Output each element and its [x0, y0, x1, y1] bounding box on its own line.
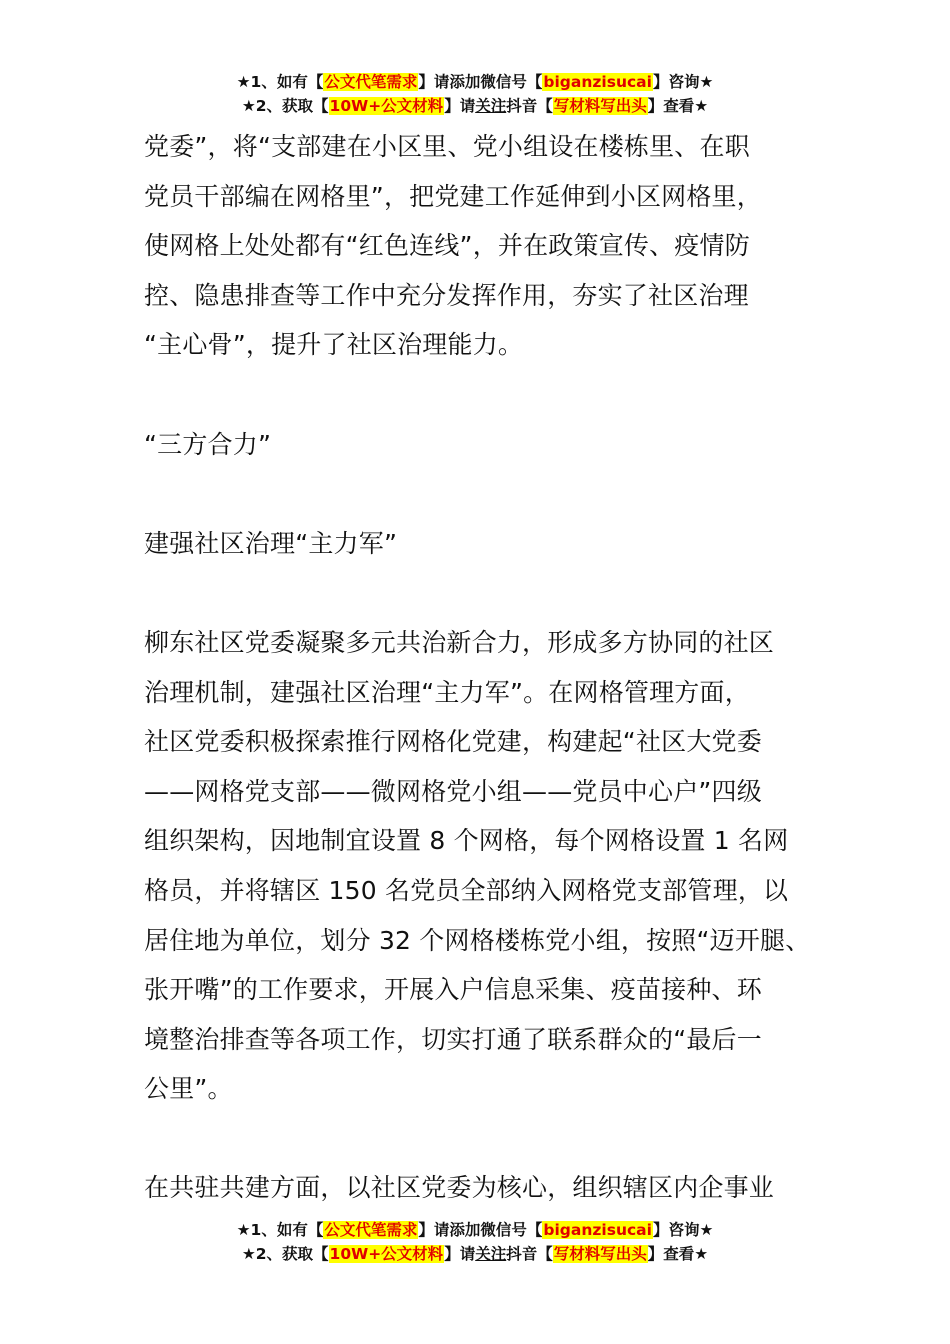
paragraph: [144, 618, 824, 1114]
text-line: 控、隐患排查等工作中充分发挥作用，夯实了社区治理: [144, 280, 749, 310]
banner-line-1: ★1、如有【公文代笔需求】请添加微信号【biganzisucai】咨询★: [236, 73, 714, 91]
text-line: 党员干部编在网格里”，把党建工作延伸到小区网格里，: [144, 181, 762, 211]
highlight-materials: 10W+公文材料: [329, 97, 444, 115]
text-line: 社区党委积极探索推行网格化党建，构建起“社区大党委: [144, 727, 762, 757]
text-line: 使网格上处处都有“红色连线”，并在政策宣传、疫情防: [144, 231, 750, 261]
banner-line-1: ★1、如有【公文代笔需求】请添加微信号【biganzisucai】咨询★: [236, 1221, 714, 1239]
paragraph: [144, 1163, 824, 1213]
highlight-wechat-id: biganzisucai: [543, 73, 652, 91]
text-line: 居住地为单位，划分 32 个网格楼栋党小组，按照“迈开腿、: [144, 925, 811, 955]
text-line: “三方合力”: [144, 429, 272, 459]
banner-line-2: ★2、获取【10W+公文材料】请关注抖音【写材料写出头】查看★: [241, 97, 709, 115]
text-line: 建强社区治理“主力军”: [144, 528, 398, 558]
highlight-douyin-account: 写材料写出头: [553, 97, 647, 115]
text-line: 治理机制，建强社区治理“主力军”。在网格管理方面，: [144, 677, 750, 707]
text-line: 在共驻共建方面，以社区党委为核心，组织辖区内企事业: [144, 1173, 775, 1203]
paragraph: [144, 122, 824, 370]
paragraph-spacer: [144, 469, 824, 519]
document-body: [144, 122, 824, 1213]
paragraph-spacer: [144, 1114, 824, 1164]
paragraph: [144, 519, 824, 569]
text-line: 党委”，将“支部建在小区里、党小组设在楼栋里、在职: [144, 132, 750, 161]
text-line: 公里”。: [144, 1074, 233, 1104]
text-line: 格员，并将辖区 150 名党员全部纳入网格党支部管理，以: [144, 875, 789, 905]
paragraph: [144, 420, 824, 470]
highlight-service: 公文代笔需求: [324, 1221, 418, 1239]
banner-line-2: ★2、获取【10W+公文材料】请关注抖音【写材料写出头】查看★: [241, 1245, 709, 1263]
text-line: 组织架构，因地制宜设置 8 个网格，每个网格设置 1 名网: [144, 826, 789, 856]
highlight-materials: 10W+公文材料: [329, 1245, 444, 1263]
paragraph-spacer: [144, 370, 824, 420]
text-line: “主心骨”，提升了社区治理能力。: [144, 330, 524, 360]
highlight-wechat-id: biganzisucai: [543, 1221, 652, 1239]
highlight-service: 公文代笔需求: [324, 73, 418, 91]
footer-banner: [0, 1218, 950, 1266]
text-line: 境整治排查等各项工作，切实打通了联系群众的“最后一: [144, 1024, 762, 1054]
text-line: ——网格党支部——微网格党小组——党员中心户”四级: [144, 776, 762, 806]
text-line: 柳东社区党委凝聚多元共治新合力，形成多方协同的社区: [144, 627, 775, 657]
header-banner: [0, 70, 950, 118]
paragraph-spacer: [144, 568, 824, 618]
text-line: 张开嘴”的工作要求，开展入户信息采集、疫苗接种、环: [144, 975, 762, 1005]
highlight-douyin-account: 写材料写出头: [553, 1245, 647, 1263]
